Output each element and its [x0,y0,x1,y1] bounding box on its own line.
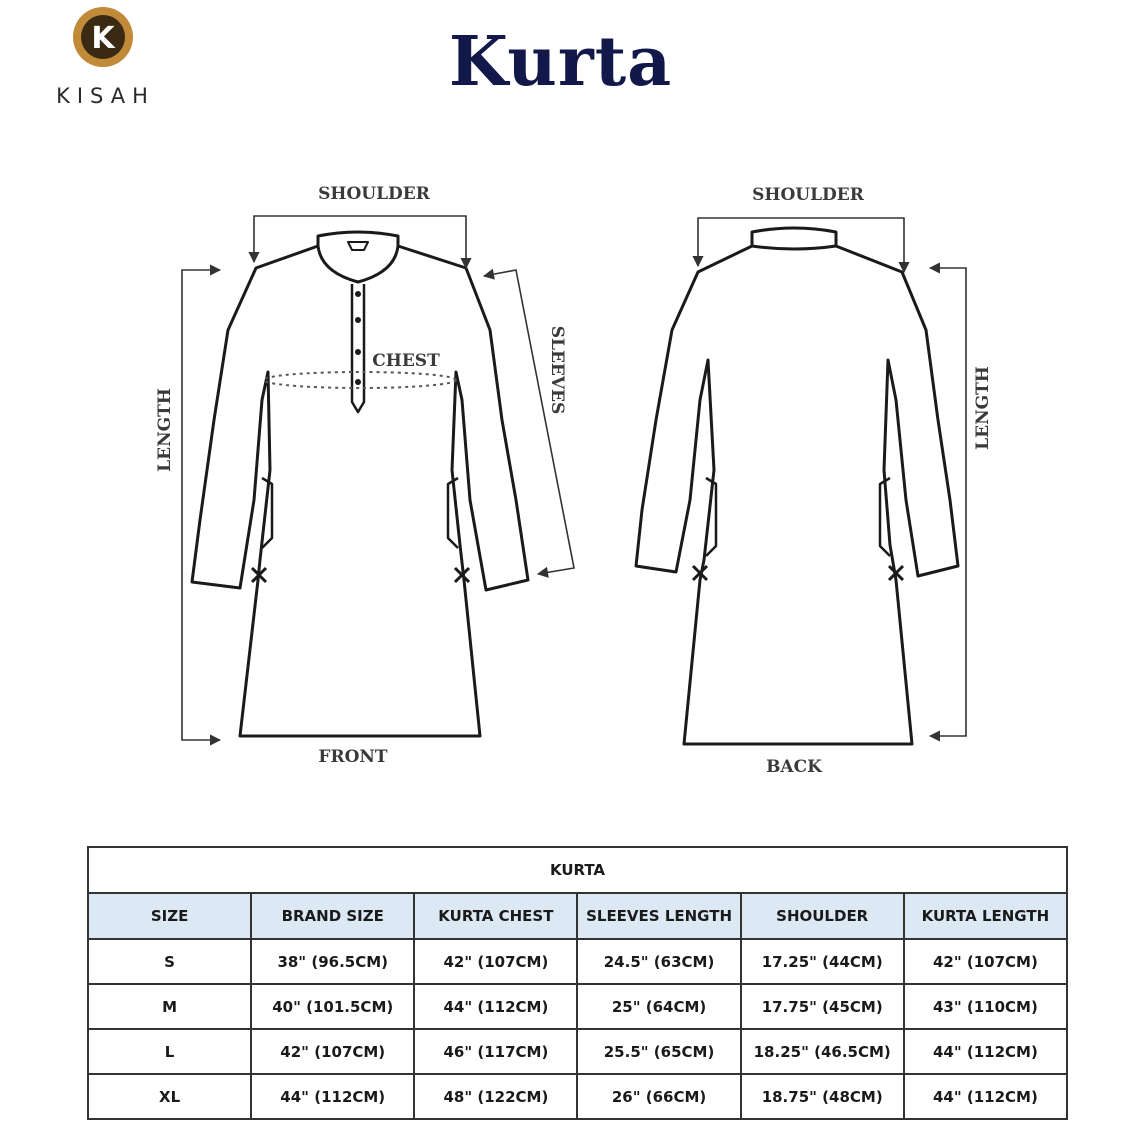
back-view-label: BACK [766,757,822,777]
cell-brand-size: 38" (96.5CM) [251,939,414,984]
table-caption: KURTA [88,847,1067,893]
table-row [88,984,1067,1029]
brand-name: KISAH [56,84,155,108]
cell-size: L [88,1029,251,1074]
cell-sleeves-length: 24.5" (63CM) [577,939,740,984]
cell-kurta-chest: 44" (112CM) [414,984,577,1029]
cell-sleeves-length: 25" (64CM) [577,984,740,1029]
cell-shoulder: 18.25" (46.5CM) [741,1029,904,1074]
table-row [88,1074,1067,1119]
cell-sleeves-length: 25.5" (65CM) [577,1029,740,1074]
front-kurta-drawing [192,232,528,736]
table-caption-row [88,847,1067,893]
table-row [88,939,1067,984]
cell-kurta-chest: 46" (117CM) [414,1029,577,1074]
cell-kurta-length: 43" (110CM) [904,984,1067,1029]
cell-kurta-chest: 48" (122CM) [414,1074,577,1119]
cell-kurta-length: 42" (107CM) [904,939,1067,984]
cell-kurta-length: 44" (112CM) [904,1029,1067,1074]
front-length-label: LENGTH [155,388,175,472]
cell-size: S [88,939,251,984]
cell-brand-size: 42" (107CM) [251,1029,414,1074]
front-view-label: FRONT [318,747,388,767]
table-header-row [88,893,1067,939]
header-kurta-length: KURTA LENGTH [904,893,1067,939]
header-shoulder: SHOULDER [741,893,904,939]
header-kurta-chest: KURTA CHEST [414,893,577,939]
cell-size: M [88,984,251,1029]
cell-brand-size: 40" (101.5CM) [251,984,414,1029]
table-row [88,1029,1067,1074]
back-shoulder-label: SHOULDER [752,185,864,205]
back-kurta-drawing [636,228,958,744]
back-length-label: LENGTH [973,366,993,450]
cell-shoulder: 17.75" (45CM) [741,984,904,1029]
header-brand-size: BRAND SIZE [251,893,414,939]
cell-shoulder: 18.75" (48CM) [741,1074,904,1119]
page-title: Kurta [448,22,673,102]
cell-brand-size: 44" (112CM) [251,1074,414,1119]
front-shoulder-label: SHOULDER [318,184,430,204]
header-sleeves-length: SLEEVES LENGTH [577,893,740,939]
cell-kurta-length: 44" (112CM) [904,1074,1067,1119]
size-chart-table [87,846,1068,1120]
header-size: SIZE [88,893,251,939]
cell-shoulder: 17.25" (44CM) [741,939,904,984]
logo-letter: K [91,21,115,56]
cell-sleeves-length: 26" (66CM) [577,1074,740,1119]
front-chest-label: CHEST [372,351,440,371]
front-sleeves-label: SLEEVES [547,325,567,415]
cell-kurta-chest: 42" (107CM) [414,939,577,984]
cell-size: XL [88,1074,251,1119]
